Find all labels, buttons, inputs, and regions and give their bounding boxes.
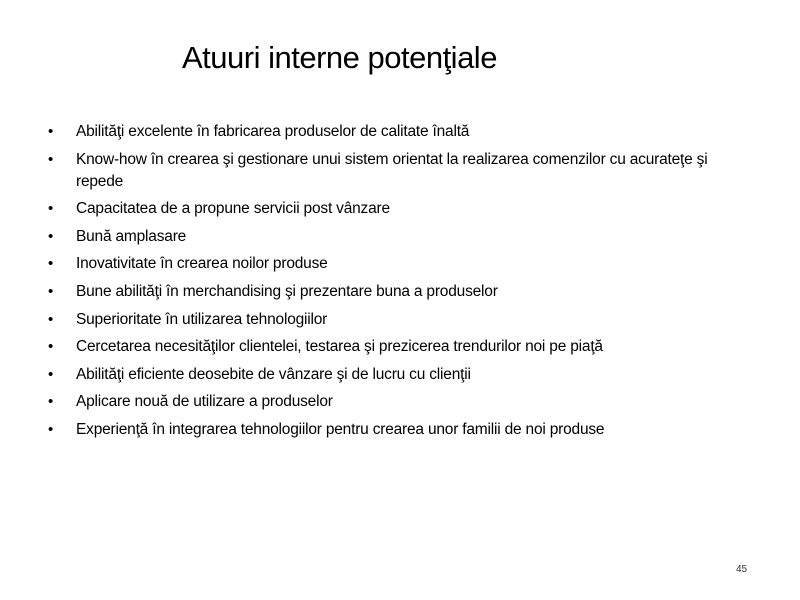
bullet-item xyxy=(48,391,758,413)
bullet-text: Abilităţi eficiente deosebite de vânzare şi de lucru cu clienţii xyxy=(76,365,471,383)
bullet-item xyxy=(48,281,758,303)
bullet-text: Bune abilităţi în merchandising şi prezentare buna a produselor xyxy=(76,282,498,300)
bullet-icon: • xyxy=(48,282,54,300)
bullet-text: Cercetarea necesităţilor clientelei, testarea şi prezicerea trendurilor noi pe piaţă xyxy=(76,338,603,356)
bullet-text: Inovativitate în crearea noilor produse xyxy=(76,255,328,273)
bullet-text: Aplicare nouă de utilizare a produselor xyxy=(76,393,333,411)
slide-title: Atuuri interne potenţiale xyxy=(182,40,497,75)
bullet-icon: • xyxy=(48,255,54,273)
bullet-item xyxy=(48,253,758,275)
bullet-item xyxy=(48,419,758,441)
bullet-icon: • xyxy=(48,150,54,168)
bullet-item xyxy=(48,121,758,143)
bullet-icon: • xyxy=(48,200,54,218)
bullet-text: Know-how în crearea şi gestionare unui sistem orientat la realizarea comenzilor cu acurateţe şi repede xyxy=(76,150,708,190)
bullet-text: Experienţă în integrarea tehnologiilor pentru crearea unor familii de noi produse xyxy=(76,420,605,438)
bullet-item xyxy=(48,149,758,193)
bullet-icon: • xyxy=(48,227,54,245)
bullet-icon: • xyxy=(48,310,54,328)
bullet-item xyxy=(48,309,758,331)
bullet-item xyxy=(48,364,758,386)
bullet-item xyxy=(48,226,758,248)
bullet-text: Superioritate în utilizarea tehnologiilor xyxy=(76,310,328,328)
bullet-icon: • xyxy=(48,365,54,383)
bullet-text: Abilităţi excelente în fabricarea produselor de calitate înaltă xyxy=(76,123,470,140)
bullet-icon: • xyxy=(48,123,54,140)
bullet-item xyxy=(48,336,758,358)
bullet-text: Bună amplasare xyxy=(76,227,187,245)
page-number: 45 xyxy=(736,564,748,575)
bullet-item xyxy=(48,198,758,220)
bullet-icon: • xyxy=(48,420,54,438)
bullet-icon: • xyxy=(48,393,54,411)
bullet-list xyxy=(48,121,758,447)
bullet-text: Capacitatea de a propune servicii post vânzare xyxy=(76,200,390,218)
bullet-icon: • xyxy=(48,338,54,356)
